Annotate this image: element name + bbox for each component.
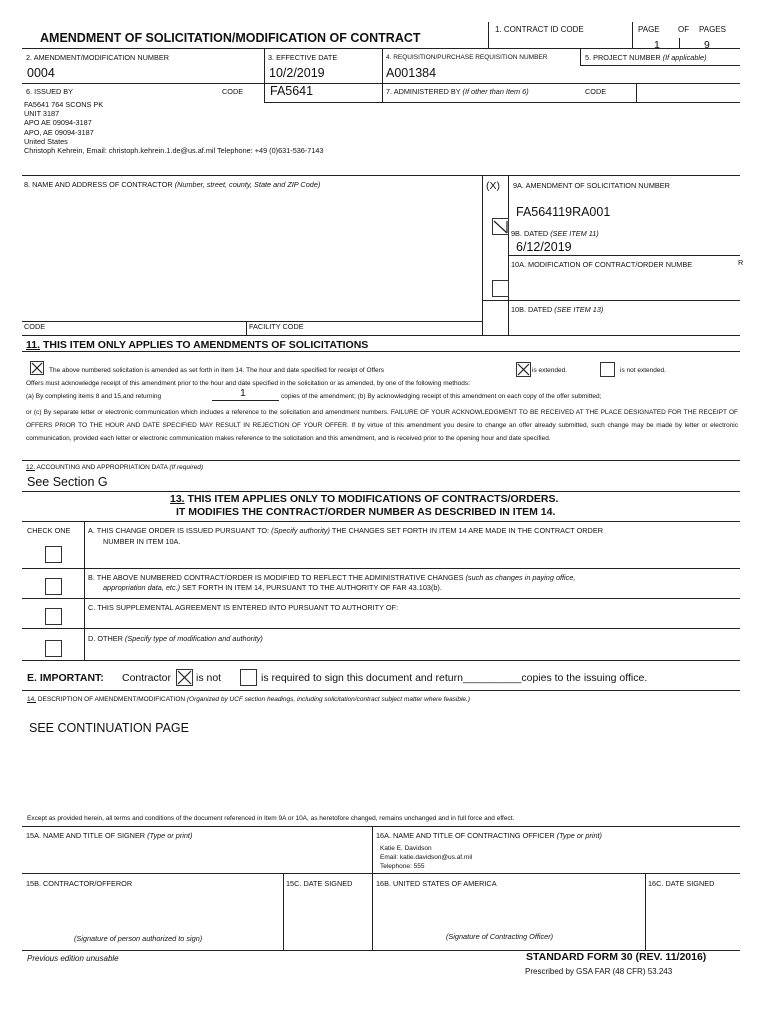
option-d-italic: (Specify type of modification and authority) — [124, 634, 263, 643]
issuer-address: FA5641 764 SCONS PK UNIT 3187 APO AE 09094-3187 APO, AE 09094-3187 United States Christoph Kehrein, Email: christoph.kehrein.1.de@us.af.mil Telephone: +49 (0)631-536-7143 — [24, 100, 324, 156]
date-signed-16c-label: 16C. DATE SIGNED — [648, 879, 715, 888]
option-a-rest: THE CHANGES SET FORTH IN ITEM 14 ARE MADE IN THE CONTRACT ORDER — [331, 526, 603, 535]
check-x-icon — [493, 219, 508, 234]
check-x-icon — [31, 362, 43, 374]
officer-name-label — [376, 831, 602, 840]
item11-paragraph: or (c) By separate letter or electronic communication which includes a reference to the solicitation and amendment numbers. FAILURE OF YOUR ACKNOWLEDGMENT TO BE RECEIVED AT THE PLACE DESIGNATED FOR THE RECEIPT OF OFFERS PRIOR TO THE HOUR AND DATE SPECIFIED MAY RESULT IN REJECTION OF YOUR OFFER. If by virtue of this amendment you desire to change an offer already submitted, such change may be made by letter or electronic communication, provided each letter or electronic communication makes reference to the solicitation and this amendment, and is received prior to the opening hour and date specified. — [26, 409, 738, 442]
effective-date: 10/2/2019 — [269, 66, 325, 80]
extended-label: is extended. — [532, 367, 568, 374]
option-a-line2: NUMBER IN ITEM 10A. — [103, 537, 181, 546]
item12-label-text: ACCOUNTING AND APPROPRIATION DATA — [36, 464, 168, 471]
contractor-label-suffix: (Number, street, county, State and ZIP Code) — [174, 180, 321, 189]
item11-line1: The above numbered solicitation is amended as set forth in Item 14. The hour and date specified for receipt of Offers — [49, 367, 385, 374]
project-label-suffix: (If applicable) — [662, 53, 707, 62]
s15a-suffix: (Type or print) — [147, 831, 193, 840]
amendment-solicitation-checkbox[interactable] — [492, 218, 509, 235]
facility-code-label: FACILITY CODE — [249, 322, 304, 331]
united-states-label: 16B. UNITED STATES OF AMERICA — [376, 879, 497, 888]
modification-label-overflow: R — [738, 258, 744, 267]
option-a-text — [88, 526, 603, 535]
item13-heading1 — [170, 493, 558, 505]
important-tail: copies to the issuing office. — [521, 672, 648, 684]
option-b-checkbox[interactable] — [45, 578, 62, 595]
option-b-text: B. THE ABOVE NUMBERED CONTRACT/ORDER IS MODIFIED TO REFLECT THE ADMINISTRATIVE CHANGES — [88, 573, 464, 582]
important-blank: __________ — [462, 672, 522, 684]
accounting-data: See Section G — [27, 475, 108, 489]
project-label-text: 5. PROJECT NUMBER — [585, 53, 661, 62]
modification-number-label: 10A. MODIFICATION OF CONTRACT/ORDER NUMBE — [511, 260, 693, 269]
item12-number: 12. — [26, 464, 36, 471]
contracting-officer: Katie E. Davidson Email: katie.davidson@us.af.mil Telephone: 555 — [380, 845, 473, 871]
dated-label-text: 9B. DATED — [511, 229, 549, 238]
option-d-prefix: D. OTHER — [88, 634, 123, 643]
solicitation-number: FA564119RA001 — [516, 205, 611, 219]
contractor-offeror-label: 15B. CONTRACTOR/OFFEROR — [26, 879, 133, 888]
option-a-italic: (Specify authority) — [271, 526, 330, 535]
s16a-label-text: 16A. NAME AND TITLE OF CONTRACTING OFFICER — [376, 831, 555, 840]
option-c-text: C. THIS SUPPLEMENTAL AGREEMENT IS ENTERED INTO PURSUANT TO AUTHORITY OF: — [88, 603, 399, 612]
copies-count: 1 — [240, 387, 246, 399]
contractor-code-label: CODE — [24, 322, 46, 331]
option-b-text2: SET FORTH IN ITEM 14, PURSUANT TO THE AUTHORITY OF FAR 43.103(b). — [182, 583, 442, 592]
admin-label-suffix: (If other than Item 6) — [462, 87, 529, 96]
previous-edition-note: Previous edition unusable — [27, 954, 119, 963]
option-b-italic1: (such as changes in paying office, — [465, 573, 576, 582]
issued-by-label: 6. ISSUED BY — [26, 87, 74, 96]
not-extended-label: is not extended. — [620, 367, 666, 374]
contract-id-label: 1. CONTRACT ID CODE — [495, 25, 584, 34]
signer-name-label — [26, 831, 192, 840]
amendment-number: 0004 — [27, 66, 55, 80]
item13-heading2: IT MODIFIES THE CONTRACT/ORDER NUMBER AS DESCRIBED IN ITEM 14. — [176, 506, 556, 518]
administered-by-label — [386, 87, 529, 96]
mod-dated-label-suffix: (SEE ITEM 13) — [554, 305, 604, 314]
item12-suffix: (If required) — [169, 464, 204, 471]
item11-heading — [26, 339, 368, 351]
solicitation-date: 6/12/2019 — [516, 240, 572, 254]
page-number: 1 — [654, 39, 660, 51]
dated-label — [511, 229, 599, 238]
important-rest-text: is required to sign this document and return — [261, 672, 463, 684]
extended-checkbox[interactable] — [516, 362, 531, 377]
form-number: STANDARD FORM 30 (REV. 11/2016) — [526, 951, 707, 963]
item11-line2: Offers must acknowledge receipt of this amendment prior to the hour and date specified in the solicitation or as amended, by one of the following methods: — [26, 380, 470, 387]
date-signed-15c-label: 15C. DATE SIGNED — [286, 879, 353, 888]
issued-code-label: CODE — [222, 87, 244, 96]
is-required-checkbox[interactable] — [240, 669, 257, 686]
item12-label — [26, 464, 203, 471]
modification-contract-checkbox[interactable] — [492, 280, 509, 297]
amendment-number-label: 2. AMENDMENT/MODIFICATION NUMBER — [26, 53, 169, 62]
option-a-prefix: A. THIS CHANGE ORDER IS ISSUED PURSUANT TO: — [88, 526, 270, 535]
modification-description: SEE CONTINUATION PAGE — [29, 721, 189, 735]
terms-note: Except as provided herein, all terms and conditions of the document referenced in Item 9A or 10A, as heretofore changed, remains unchanged and in full force and effect. — [27, 815, 515, 822]
option-d-checkbox[interactable] — [45, 640, 62, 657]
s15a-label-text: 15A. NAME AND TITLE OF SIGNER — [26, 831, 146, 840]
admin-code-label: CODE — [585, 87, 607, 96]
amendment-applies-checkbox[interactable] — [30, 361, 44, 375]
admin-label-text: 7. ADMINISTERED BY — [386, 87, 461, 96]
item11-line3b: copies of the amendment; (b) By acknowledging receipt of this amendment on each copy of the offer submitted; — [281, 393, 602, 400]
prescribed-note: Prescribed by GSA FAR (48 CFR) 53.243 — [525, 967, 673, 976]
signature-person-caption: (Signature of person authorized to sign) — [74, 934, 203, 943]
is-not-checkbox[interactable] — [176, 669, 193, 686]
contractor-label — [24, 180, 320, 189]
item11-title: THIS ITEM ONLY APPLIES TO AMENDMENTS OF SOLICITATIONS — [42, 339, 369, 351]
item14-suffix: (Organized by UCF section headings, including solicitation/contract subject matter where feasible.) — [186, 696, 471, 703]
form-title: AMENDMENT OF SOLICITATION/MODIFICATION OF CONTRACT — [40, 31, 421, 45]
option-a-checkbox[interactable] — [45, 546, 62, 563]
modification-date-label — [511, 305, 603, 314]
option-b-line1 — [88, 573, 575, 582]
item14-number: 14. — [27, 696, 37, 703]
item13-number: 13. — [170, 493, 185, 505]
requisition-label: 4. REQUISITION/PURCHASE REQUISITION NUMBER — [386, 54, 548, 61]
option-b-line2 — [103, 583, 442, 592]
x-mark-label: (X) — [486, 180, 500, 192]
dated-label-suffix: (SEE ITEM 11) — [550, 229, 599, 238]
not-extended-checkbox[interactable] — [600, 362, 615, 377]
check-one-label: CHECK ONE — [27, 526, 71, 535]
of-label: OF — [678, 25, 690, 34]
project-number-label — [585, 53, 707, 62]
is-not-label: is not — [196, 672, 222, 684]
requisition-number: A001384 — [386, 66, 437, 80]
item11-number: 11. — [26, 339, 41, 351]
item11-line3a: (a) By completing items 8 and 15,and returning — [26, 393, 162, 400]
contractor-label-text: 8. NAME AND ADDRESS OF CONTRACTOR — [24, 180, 173, 189]
effective-date-label: 3. EFFECTIVE DATE — [268, 53, 338, 62]
pages-label: PAGES — [699, 25, 726, 34]
amendment-solicitation-label: 9A. AMENDMENT OF SOLICITATION NUMBER — [513, 181, 670, 190]
important-contractor: Contractor — [122, 672, 172, 684]
item13-heading1-text: THIS ITEM APPLIES ONLY TO MODIFICATIONS OF CONTRACTS/ORDERS. — [187, 493, 559, 505]
issued-code: FA5641 — [270, 84, 314, 98]
item14-label-text: DESCRIPTION OF AMENDMENT/MODIFICATION — [37, 696, 186, 703]
option-b-italic2: appropriation data, etc.) — [103, 583, 181, 592]
total-pages: 9 — [704, 39, 710, 51]
important-label: E. IMPORTANT: — [27, 672, 104, 684]
signature-officer-caption: (Signature of Contracting Officer) — [446, 932, 554, 941]
check-x-icon — [177, 670, 192, 685]
s16a-suffix: (Type or print) — [556, 831, 602, 840]
option-c-checkbox[interactable] — [45, 608, 62, 625]
mod-dated-label-text: 10B. DATED — [511, 305, 553, 314]
check-x-icon — [517, 363, 530, 376]
option-d-text — [88, 634, 263, 643]
page-label: PAGE — [638, 25, 660, 34]
important-rest — [261, 672, 647, 684]
item14-label — [27, 696, 470, 703]
